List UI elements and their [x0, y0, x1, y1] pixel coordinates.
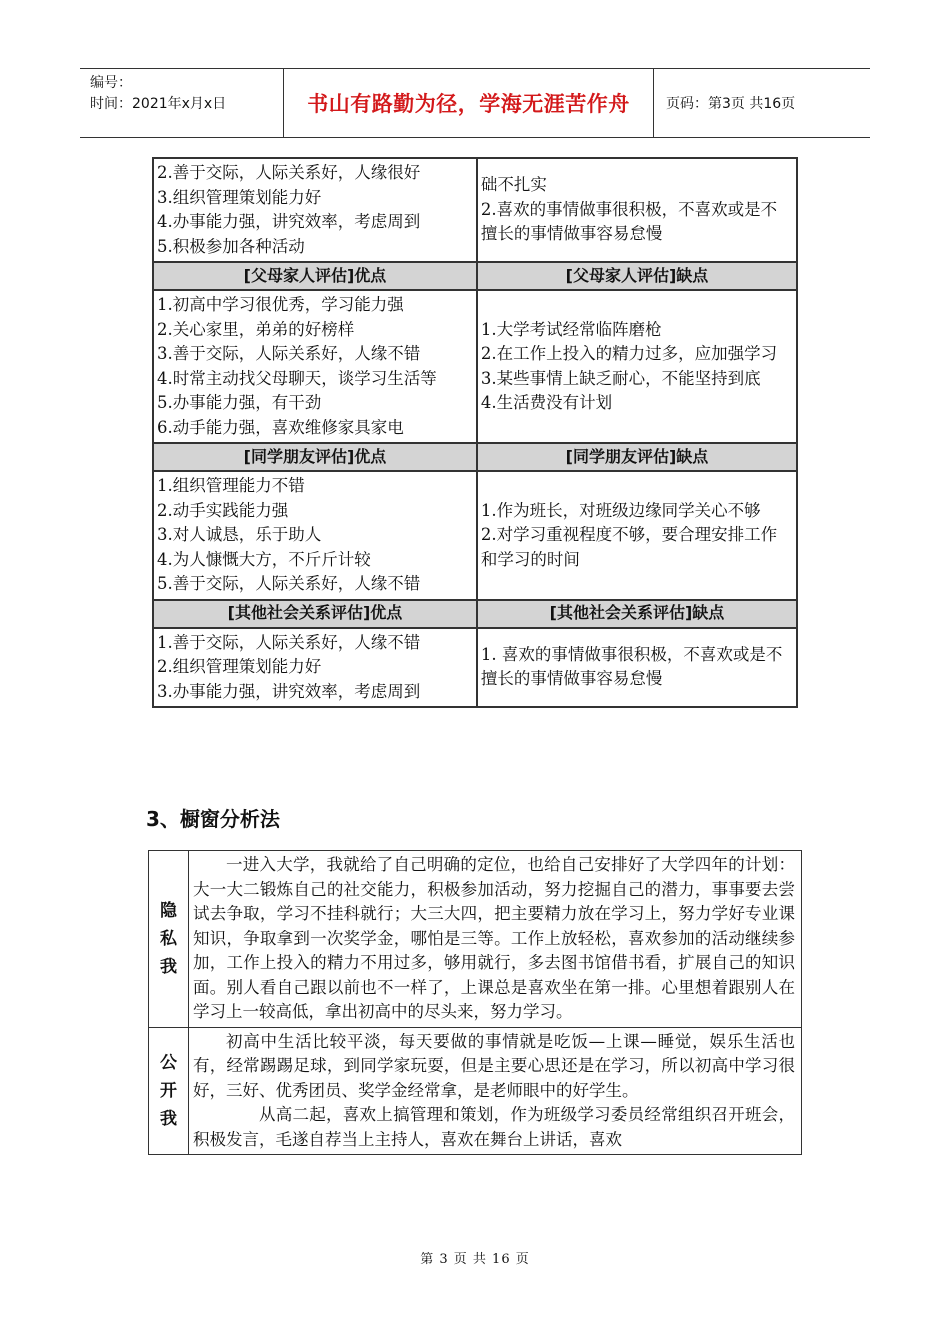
list-item: 3.某些事情上缺乏耐心，不能坚持到底	[480, 368, 761, 388]
list-item: 2.关心家里，弟弟的好榜样	[157, 319, 355, 339]
list-item: 2.喜欢的事情做事很积极，不喜欢或是不擅长的事情做事容易怠慢	[480, 199, 778, 244]
window-analysis-table	[148, 850, 802, 1155]
table-row	[149, 851, 802, 1028]
list-item: 4.时常主动找父母聊天，谈学习生活等	[157, 368, 437, 388]
list-item: 1. 喜欢的事情做事很积极，不喜欢或是不擅长的事情做事容易怠慢	[480, 644, 783, 689]
friends-weaknesses-header: [同学朋友评估]缺点	[477, 443, 797, 471]
list-item: 3.办事能力强，讲究效率，考虑周到	[157, 681, 421, 701]
family-strengths-header: [父母家人评估]优点	[153, 262, 477, 290]
friends-strengths-header: [同学朋友评估]优点	[153, 443, 477, 471]
list-item: 2.组织管理策划能力好	[157, 657, 322, 676]
list-item: 4.为人慷慨大方，不斤斤计较	[157, 549, 371, 569]
table-header-row	[153, 262, 797, 290]
strengths-cell	[153, 158, 477, 262]
paragraph: 从高二起，喜欢上搞管理和策划，作为班级学习委员经常组织召开班会，积极发言，毛遂自荐当上主持人，喜欢在舞台上讲话，喜欢	[193, 1105, 795, 1149]
document-time-label: 时间：2021年x月x日	[90, 96, 227, 112]
table-row	[153, 471, 797, 600]
table-row	[153, 628, 797, 708]
label-char: 公	[160, 1052, 177, 1073]
paragraph: 初高中生活比较平淡，每天要做的事情就是吃饭—上课—睡觉，娱乐生活也有，经常踢踢足球，到同学家玩耍，但是主要心思还是在学习，所以初高中学习很好，三好、优秀团员、奖学金经常拿，是老师眼中的好学生。	[193, 1031, 795, 1100]
family-strengths-cell	[153, 290, 477, 443]
page-header	[80, 68, 870, 138]
list-item: 1.作为班长，对班级边缘同学关心不够	[480, 500, 761, 520]
list-item: 3.组织管理策划能力好	[157, 187, 322, 207]
social-weaknesses-cell	[477, 628, 797, 708]
list-item: 5.善于交际，人际关系好，人缘不错	[157, 574, 421, 593]
list-item: 1.组织管理能力不错	[157, 476, 305, 495]
list-item: 1.初高中学习很优秀，学习能力强	[157, 295, 404, 314]
document-number-label: 编号：	[90, 75, 132, 91]
weaknesses-cell	[477, 158, 797, 262]
friends-strengths-cell	[153, 471, 477, 600]
list-item: 4.生活费没有计划	[480, 393, 613, 412]
label-char: 私	[160, 928, 177, 949]
list-item: 3.善于交际，人际关系好，人缘不错	[157, 344, 421, 363]
list-item: 5.积极参加各种活动	[157, 236, 305, 256]
public-self-text	[189, 1027, 802, 1155]
family-weaknesses-cell	[477, 290, 797, 443]
social-strengths-header: [其他社会关系评估]优点	[153, 600, 477, 628]
family-weaknesses-header: [父母家人评估]缺点	[477, 262, 797, 290]
header-motto: 书山有路勤为径，学海无涯苦作舟	[284, 69, 654, 137]
table-header-row	[153, 443, 797, 471]
list-item: 5.办事能力强，有干劲	[157, 393, 322, 412]
list-item: 1.大学考试经常临阵磨枪	[480, 319, 662, 339]
list-item: 2.善于交际，人际关系好，人缘很好	[157, 163, 421, 182]
table-row	[149, 1027, 802, 1155]
social-strengths-cell	[153, 628, 477, 708]
label-char: 我	[160, 956, 177, 977]
list-item: 2.动手实践能力强	[157, 500, 289, 520]
table-header-row	[153, 600, 797, 628]
friends-weaknesses-cell	[477, 471, 797, 600]
list-item: 1.善于交际，人际关系好，人缘不错	[157, 632, 421, 652]
label-char: 开	[160, 1080, 177, 1101]
label-char: 我	[160, 1108, 177, 1129]
private-self-text	[189, 851, 802, 1028]
page-footer: 第 3 页 共 16 页	[420, 1252, 530, 1267]
table-row	[153, 158, 797, 262]
private-self-label	[149, 851, 189, 1028]
table-row	[153, 290, 797, 443]
label-char: 隐	[160, 900, 177, 921]
list-item: 3.对人诚恳，乐于助人	[157, 525, 322, 544]
header-meta	[80, 69, 284, 137]
list-item: 础不扎实	[480, 175, 547, 195]
evaluation-table	[152, 157, 798, 708]
header-page-info: 页码：第3页 共16页	[666, 96, 796, 112]
public-self-label	[149, 1027, 189, 1155]
section-heading: 3、橱窗分析法	[146, 807, 280, 831]
list-item: 2.对学习重视程度不够，要合理安排工作和学习的时间	[480, 525, 778, 569]
list-item: 2.在工作上投入的精力过多，应加强学习	[480, 344, 778, 363]
list-item: 4.办事能力强，讲究效率，考虑周到	[157, 212, 421, 231]
paragraph: 一进入大学，我就给了自己明确的定位，也给自己安排好了大学四年的计划：大一大二锻炼自己的社交能力，积极参加活动，努力挖掘自己的潜力，事事要去尝试去争取，学习不挂科就行；大三大四，把主要精力放在学习上，努力学好专业课知识，争取拿到一次奖学金，哪怕是三等。工作上放轻松，喜欢参加的活动继续参加，工作上投入的精力不用过多，够用就行，多去图书馆借书看，扩展自己的知识面。别人看自己跟以前也不一样了，上课总是喜欢坐在第一排。心里想着跟别人在学习上一较高低，拿出初高中的尽头来，努力学习。	[193, 855, 795, 1021]
social-weaknesses-header: [其他社会关系评估]缺点	[477, 600, 797, 628]
list-item: 6.动手能力强，喜欢维修家具家电	[157, 417, 404, 437]
